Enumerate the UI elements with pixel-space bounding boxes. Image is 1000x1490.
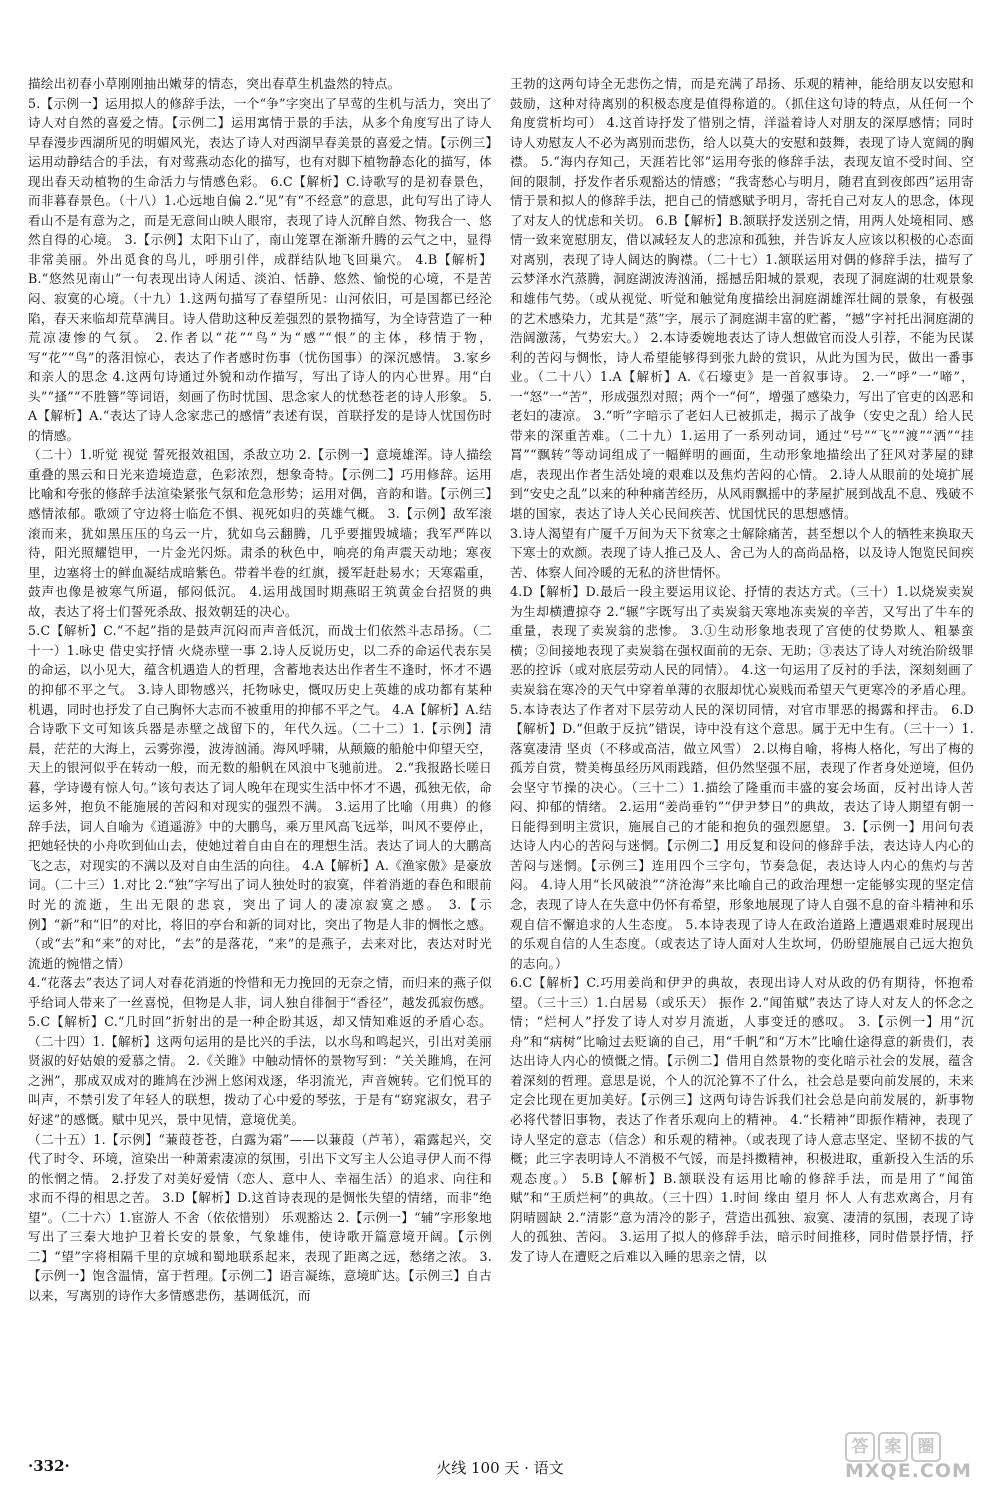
watermark-char: 案 xyxy=(878,1432,908,1462)
answer-paragraph: 王勃的这两句诗全无悲伤之情，而是充满了昂扬、乐观的精神，能给朋友以安慰和鼓励，这种对待离别的积极态度是值得称道的。（抓住这句诗的特点，从任何一个角度赏析均可） 4.这首诗抒发了惜别之情，洋溢着诗人对朋友的深厚感情；同时诗人劝慰友人不必为离别而悲伤，给人以莫大的安慰和鼓舞，表现了诗人宽阔的胸襟。 5.“海内存知己，天涯若比邻”运用夸张的修辞手法，表现友谊不受时间、空间的限制，抒发作者乐观豁达的情感；“我寄愁心与明月，随君直到夜郎西”运用寄情于景和拟人的修辞手法，把自己的情感赋予明月，寄托自己对友人的思念，体现了对友人的忧虑和关切。 6.B【解析】B.颔联抒发送别之情，用两人处境相同、感情一致来宽慰朋友，借以减轻友人的悲凉和孤独，并告诉友人应该以积极的心态面对离别，表现了诗人阔达的胸襟。（二十七）1.颔联运用对偶的修辞手法，描写了云梦泽水汽蒸腾，洞庭湖波涛汹涌，摇撼岳阳城的景观，表现了洞庭湖的壮观景象和雄伟气势。（或从视觉、听觉和触觉角度描绘出洞庭湖雄浑壮阔的景象，有极强的艺术感染力，尤其是“蒸”字，展示了洞庭湖丰富的贮蓄，“撼”字衬托出洞庭湖的浩阔激荡，气势宏大。） 2.本诗委婉地表达了诗人想做官而没人引荐，不能为民谋利的苦闷与惆怅，诗人希望能够得到张九龄的赏识，从此为国为民，做出一番事业。（二十八）1.A【解析】A.《石壕吏》是一首叙事诗。 2.一“呼”一“啼”，一“怒”一“苦”，形成强烈对照；两个一“何”，增强了感染力，写出了官吏的凶恶和老妇的凄凉。 3.“听”字暗示了老妇人已被抓走，揭示了战争（安史之乱）给人民带来的深重苦难。（二十九）1.运用了一系列动词，通过“号”“飞”“渡”“洒”“挂罥”“飘转”等动词组成了一幅鲜明的画面，生动形象地描绘出了狂风对茅屋的肆虐，表现出作者生活处境的艰难以及焦灼苦闷的心情。 2.诗人从眼前的处境扩展到“安史之乱”以来的种种痛苦经历，从风雨飘摇中的茅屋扩展到战乱不息、残破不堪的国家，表达了诗人关心民间疾苦、忧国忧民的思想感情。 xyxy=(510,76,974,522)
watermark-url: MXQE.COM xyxy=(845,1460,972,1482)
right-column xyxy=(510,74,974,1449)
left-column xyxy=(28,74,492,1449)
answer-paragraph: 3.诗人渴望有广厦千万间为天下贫寒之士解除痛苦，甚至想以个人的牺牲来换取天下寒士的欢颜。表现了诗人推己及人、舍己为人的高尚品格，以及诗人饱览民间疾苦、体察人间冷暖的无私的济世情怀。 xyxy=(510,525,974,580)
answer-paragraph: 6.C【解析】C.巧用姜尚和伊尹的典故，表现出诗人对从政的仍有期待，怀抱希望。（三十三）1.白居易（或乐天） 振作 2.“闻笛赋”表达了诗人对友人的怀念之情；“烂柯人”抒发了诗人对岁月流逝，人事变迁的感叹。 3.【示例一】用“沉舟”和“病树”比喻过去贬谪的自己，用“千帆”和“万木”比喻仕途得意的新贵们，表达出诗人内心的愤慨之情。【示例二】借用自然景物的变化暗示社会的发展，蕴含着深刻的哲理。意思是说，个人的沉沦算不了什么，社会总是要向前发展的，未来定会比现在更加美好。【示例三】这两句诗告诉我们社会总是向前发展的，新事物必将代替旧事物，表达了作者乐观向上的精神。 4.“长精神”即振作精神，表现了诗人坚定的意志（信念）和乐观的精神。（或表现了诗人意志坚定、坚韧不拔的气概；此三字表明诗人不消极不气馁，而是抖擞精神，积极进取，重新投入生活的乐观态度。） 5.B【解析】B.颔联没有运用比喻的修辞手法，而是用了“闻笛赋”和“王质烂柯”的典故。（三十四）1.时间 缘由 望月 怀人 人有悲欢离合，月有阴晴圆缺 2.“清影”意为清冷的影子，营造出孤独、寂寞、凄清的氛围，表现了诗人的孤独、苦闷。 3.运用了拟人的修辞手法，暗示时间推移，同时借景抒情，抒发了诗人在遭贬之后难以入睡的思亲之情，以 xyxy=(510,975,974,1264)
watermark-char: 答 xyxy=(845,1432,875,1462)
answer-paragraph: 4.“花落去”表达了词人对春花消逝的怜惜和无力挽回的无奈之情，而归来的燕子似乎给词人带来了一丝喜悦，但物是人非，词人独自徘徊于“香径”，越发孤寂伤感。 5.C【解析】C.“几时回”折射出的是一种企盼其返，却又情知难返的矛盾心态。（二十四）1.【解析】这两句运用的是比兴的手法，以水鸟和鸣起兴，引出对美丽贤淑的好姑娘的爱慕之情。 2.《关雎》中触动情怀的景物写到：“关关雎鸠，在河之洲”，那成双成对的雎鸠在沙洲上悠闲戏逐，华羽流光，声音婉转。它们悦耳的叫声，不禁引发了年轻人的联想，拨动了心中爱的琴弦，于是有“窈窕淑女，君子好逑”的感慨。赋中见兴，景中见情，意境优美。 xyxy=(28,975,492,1127)
answer-paragraph: （二十五）1.【示例】“蒹葭苍苍，白露为霜”——以蒹葭（芦苇），霜露起兴，交代了时令、环境，渲染出一种萧索凄凉的氛围，引出下文写主人公追寻伊人而不得的怅惘之情。 2.抒发了对美好爱情（恋人、意中人、幸福生活）的追求、向往和求而不得的相思之苦。 3.D【解析】D.这首诗表现的是惆怅失望的情绪，而非“绝望”。（二十六）1.宦游人 不舍（依依惜别） 乐观豁达 2.【示例一】“辅”字形象地写出了三秦大地护卫着长安的景象，气象雄伟，使诗歌开篇意境开阔。【示例二】“望”字将相隔千里的京城和蜀地联系起来，表现了距离之远，愁绪之浓。 3.【示例一】饱含温情，富于哲理。【示例二】语言凝练，意境旷达。【示例三】自古以来，写离别的诗作大多情感悲伤，基调低沉，而 xyxy=(28,1131,492,1303)
page-number: ·332· xyxy=(28,1457,70,1475)
watermark-char: 圈 xyxy=(911,1432,941,1462)
watermark-logo xyxy=(845,1432,972,1482)
answer-paragraph: （二十）1.听觉 视觉 誓死报效祖国，杀敌立功 2.【示例一】意境雄浑。诗人描绘重叠的黑云和日光来造境造意，色彩浓烈，想象奇特。【示例二】巧用修辞。运用比喻和夸张的修辞手法渲染紧张气氛和危急形势；运用对偶，音韵和谐。【示例三】感情浓郁。歌颂了守边将士临危不惧、视死如归的英雄气概。 3.【示例】敌军滚滚而来，犹如黑压压的乌云一片，犹如乌云翻腾，几乎要摧毁城墙；我军严阵以待，阳光照耀铠甲，一片金光闪烁。肃杀的秋色中，响亮的角声震天动地；寒夜里，边塞将士的鲜血凝结成暗紫色。带着半卷的红旗，援军赶赴易水；天寒霜重，鼓声也像是被寒气所逼，郁闷低沉。 4.运用战国时期燕昭王筑黄金台招贤的典故，表达了将士们誓死杀敌、报效朝廷的决心。 xyxy=(28,447,492,619)
answer-paragraph: 5.【示例一】运用拟人的修辞手法，一个“争”字突出了早莺的生机与活力，突出了诗人对自然的喜爱之情。【示例二】运用寓情于景的手法，从多个角度写出了诗人早春漫步西湖所见的明媚风光，表达了诗人对西湖早春美景的喜爱之情。【示例三】运用动静结合的手法，有对莺燕动态化的描写，也有对脚下植物静态化的描写，体现出春天动植物的生命活力与情感色彩。 6.C【解析】C.诗歌写的是初春景色，而非暮春景色。（十八）1.心远地自偏 2.“见”有“不经意”的意思，此句写出了诗人看山不是有意为之，而是无意间山映人眼帘，表现了诗人沉醉自然、物我合一、悠然自得的心境。 3.【示例】太阳下山了，南山笼罩在渐渐升腾的云气之中，显得非常美丽。外出觅食的鸟儿，呼朋引伴，成群结队地飞回巢穴。 4.B【解析】B.“悠然见南山”一句表现出诗人闲适、淡泊、恬静、悠然、愉悦的心境，不是苦闷、寂寞的心境。（十九）1.这两句描写了春望所见：山河依旧，可是国都已经沦陷，春天来临却荒草满目。诗人借助这种反差强烈的景物描写，为全诗营造了一种荒凉凄惨的气氛。 2.作者以“花”“鸟”为“感”“恨”的主体，移情于物，写“花”“鸟”的落泪惊心，表达了作者感时伤事（忧伤国事）的深沉感情。 3.家乡和亲人的思念 4.这两句诗通过外貌和动作描写，写出了诗人的内心世界。用“白头”“搔”“不胜簪”等词语，刻画了伤时忧国、思念家人的忧愁苍老的诗人形象。 5.A【解析】A.“表达了诗人念家悲己的感情”表述有误，首联抒发的是诗人忧国伤时的情感。 xyxy=(28,95,492,443)
answer-paragraph: 5.C【解析】C.“不起”指的是鼓声沉闷而声音低沉，而战士们依然斗志昂扬。（二十一）1.咏史 借史实抒情 火烧赤壁一事 2.诗人反说历史，以二乔的命运代表东吴的命运，以小见大，蕴含机遇造人的哲理，含蓄地表达出作者生不逢时，怀才不遇的抑郁不平之气。 3.诗人即物感兴，托物咏史，慨叹历史上英雄的成功都有某种机遇，同时也抒发了自己胸怀大志而不被重用的抑郁不平之气。 4.A【解析】A.结合诗歌下文可知该兵器是赤壁之战留下的，年代久远。（二十二）1.【示例】清晨，茫茫的大海上，云雾弥漫，波涛汹涌。海风呼啸，从颠簸的船舱中仰望天空，天上的银河似乎在转动一般，而无数的船帆在风浪中飞驰前进。 2.“我报路长嗟日暮，学诗谩有惊人句。”该句表达了词人晚年在现实生活中怀才不遇，孤独无依，命运多舛，抱负不能施展的苦闷和对现实的强烈不满。 3.运用了比喻（用典）的修辞手法，词人自喻为《逍遥游》中的大鹏鸟，乘万里风高飞远举，叫风不要停止，把她轻快的小舟吹到仙山去，使她过着自由自在的理想生活。表达了词人的大鹏高飞之志，对现实的不满以及对自由生活的向往。 4.A【解析】A.《渔家傲》是豪放词。（二十三）1.对比 2.“独”字写出了词人独处时的寂寞，伴着消逝的春色和眼前时光的流逝，生出无限的悲哀，突出了词人的凄凉寂寞之感。 3.【示例】“新”和“旧”的对比，将旧的亭台和新的词对比，突出了物是人非的惆怅之感。（或“去”和“来”的对比，“去”的是落花，“来”的是燕子，去来对比，表达对时光流逝的惋惜之情） xyxy=(28,623,492,971)
book-title: 火线 100 天 · 语文 xyxy=(436,1459,564,1477)
answer-paragraph: 4.D【解析】D.最后一段主要运用议论、抒情的表达方式。（三十）1.以烧炭卖炭为生却横遭掠夺 2.“辗”字既写出了卖炭翁天寒地冻卖炭的辛苦，又写出了牛车的重量，表现了卖炭翁的悲惨。 3.①生动形象地表现了宫使的仗势欺人、粗暴蛮横；②间接地表现了卖炭翁在强权面前的无奈、无助；③表达了诗人对统治阶级罪恶的控诉（或对底层劳动人民的同情）。 4.这一句运用了反衬的手法，深刻刻画了卖炭翁在寒冷的天气中穿着单薄的衣服却忧心炭贱而希望天气更寒冷的矛盾心理。 5.本诗表达了作者对下层劳动人民的深切同情，对官市罪恶的揭露和抨击。 6.D【解析】D.“但敢于反抗”错误，诗中没有这个意思。属于无中生有。（三十一）1.落寞凄清 坚贞（不移或高洁，做立风雪） 2.以梅自喻，将梅人格化，写出了梅的孤芳自赏，赞美梅虽经历风雨践踏，但仍然坚强不屈，表现了作者身处逆境，但仍会坚守节操的决心。（三十二）1.描绘了隆重而丰盛的宴会场面，反衬出诗人苦闷、抑郁的情绪。 2.运用“姜尚垂钓”“伊尹梦日”的典故，表达了诗人期望有朝一日能得到明主赏识，施展自己的才能和抱负的强烈愿望。 3.【示例一】用问句表达诗人内心的苦闷与迷惘。【示例二】用反复和设问的修辞手法，表达诗人内心的苦闷与迷惘。【示例三】连用四个三字句，节奏急促，表达诗人内心的焦灼与苦闷。 4.诗人用“长风破浪”“济沧海”来比喻自己的政治理想一定能够实现的坚定信念，表现了诗人在失意中仍怀有希望，形象地展现了诗人自强不息的奋斗精神和乐观自信不懈追求的人生态度。 5.本诗表现了诗人在政治道路上遭遇艰难时展现出的乐观自信的人生态度。（或表达了诗人面对人生坎坷，仍盼望施展自己远大抱负的志向。） xyxy=(510,584,974,971)
answer-paragraph: 描绘出初春小草刚刚抽出嫩芽的情态，突出春草生机盎然的特点。 xyxy=(28,76,401,91)
